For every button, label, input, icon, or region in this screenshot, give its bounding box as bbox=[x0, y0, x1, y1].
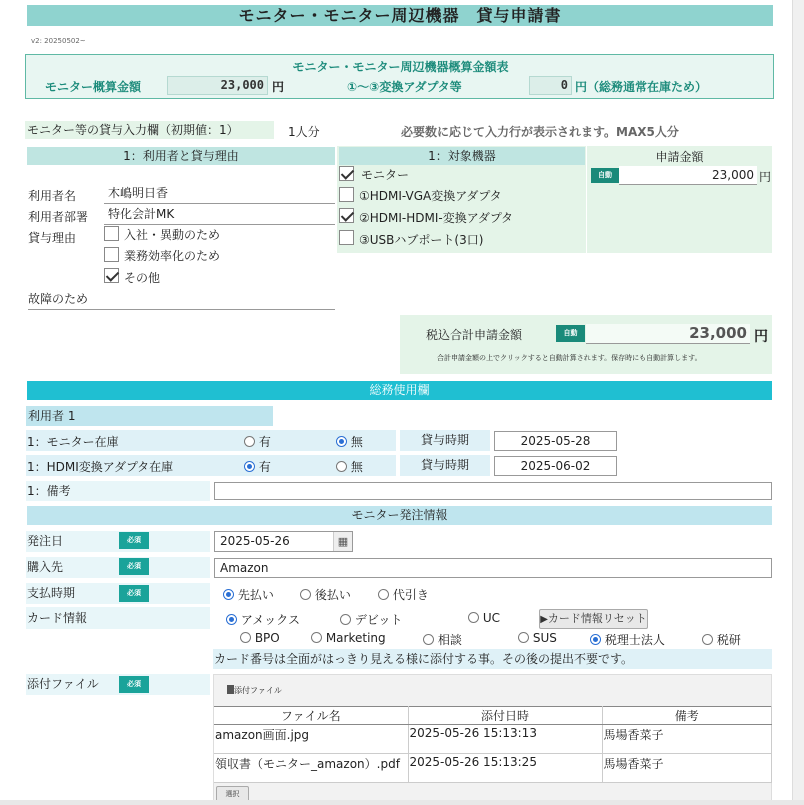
radio-label: 有 bbox=[258, 435, 271, 449]
order-date-label: 発注日 bbox=[26, 531, 210, 552]
radio-icon[interactable] bbox=[702, 634, 713, 645]
radio-label: SUS bbox=[532, 631, 557, 645]
calendar-icon[interactable]: ▦ bbox=[333, 532, 352, 551]
device-label-usb: ③USBハブポート(3口) bbox=[359, 233, 484, 247]
radio-icon[interactable] bbox=[311, 632, 322, 643]
file-note: 馬場香菜子 bbox=[602, 725, 772, 754]
file-icon bbox=[227, 685, 234, 694]
required-badge: 必須 bbox=[119, 585, 149, 602]
attach-area bbox=[213, 674, 772, 805]
vendor-label: 購入先 bbox=[26, 557, 210, 578]
radio-icon[interactable] bbox=[336, 461, 347, 472]
attach-file-label: 添付ファイル bbox=[234, 686, 282, 695]
reason-checkbox-other[interactable] bbox=[104, 268, 119, 286]
radio-icon[interactable] bbox=[340, 614, 351, 625]
reason-label-join: 入社・異動のため bbox=[124, 228, 221, 242]
radio-label: Marketing bbox=[325, 631, 386, 645]
remarks-label: 1：備考 bbox=[26, 481, 210, 501]
reason-label-other: その他 bbox=[124, 271, 161, 285]
checkbox-icon[interactable] bbox=[104, 268, 119, 283]
total-label: 税込合計申請金額 bbox=[426, 328, 523, 342]
remarks-field[interactable] bbox=[214, 482, 772, 500]
card-option-sus[interactable] bbox=[518, 631, 557, 645]
amount-section-head: 申請金額 bbox=[655, 150, 704, 164]
column-header: 備考 bbox=[602, 707, 772, 725]
radio-icon[interactable] bbox=[300, 589, 311, 600]
card-option-marketing[interactable] bbox=[311, 631, 386, 645]
radio-label: 代引き bbox=[392, 588, 429, 602]
scrollbar[interactable] bbox=[792, 0, 804, 805]
column-header: 添付日時 bbox=[408, 707, 602, 725]
card-option-debit[interactable] bbox=[340, 611, 402, 628]
user-dept-label: 利用者部署 bbox=[28, 210, 89, 224]
table-row bbox=[214, 754, 772, 783]
adapter-estimate-value: 0 bbox=[529, 76, 572, 95]
card-reset-label: カード情報リセット bbox=[547, 612, 647, 625]
file-date: 2025-05-26 15:13:13 bbox=[408, 725, 602, 754]
card-option-tax-corp[interactable] bbox=[590, 631, 665, 648]
checkbox-icon[interactable] bbox=[339, 166, 354, 181]
radio-icon[interactable] bbox=[336, 436, 347, 447]
checkbox-icon[interactable] bbox=[104, 247, 119, 262]
radio-icon[interactable] bbox=[244, 436, 255, 447]
lend-count-value[interactable]: 1人分 bbox=[288, 125, 320, 139]
table-row bbox=[214, 725, 772, 754]
hdmi-stock-label: 1：HDMI変換アダプタ在庫 bbox=[27, 460, 174, 474]
column-header: ファイル名 bbox=[214, 707, 408, 725]
admin-user-label: 利用者 1 bbox=[26, 406, 273, 426]
radio-icon[interactable] bbox=[240, 632, 251, 643]
hdmi-stock-no[interactable] bbox=[336, 458, 363, 475]
radio-label: 有 bbox=[258, 460, 271, 474]
payment-option-postpay[interactable] bbox=[300, 586, 351, 603]
user-section-head: 1：利用者と貸与理由 bbox=[27, 147, 335, 165]
reason-checkbox-efficiency[interactable] bbox=[104, 247, 119, 265]
order-section-head: モニター発注情報 bbox=[27, 506, 772, 525]
radio-icon[interactable] bbox=[468, 612, 479, 623]
hdmi-lend-label: 貸与時期 bbox=[400, 455, 490, 476]
admin-section-head: 総務使用欄 bbox=[27, 381, 772, 400]
card-label: カード情報 bbox=[26, 607, 210, 629]
hdmi-lend-date[interactable]: 2025-06-02 bbox=[494, 456, 617, 476]
user-dept-field[interactable]: 特化会計MK bbox=[104, 204, 335, 225]
page-title: モニター・モニター周辺機器 貸与申請書 bbox=[27, 5, 773, 26]
device-label-monitor: モニター bbox=[361, 168, 410, 182]
device-checkbox-monitor[interactable] bbox=[339, 166, 354, 184]
radio-label: 税研 bbox=[716, 633, 741, 647]
monitor-stock-no[interactable] bbox=[336, 433, 363, 450]
monitor-lend-label: 貸与時期 bbox=[400, 430, 490, 451]
amount-value: 23,000 bbox=[619, 166, 757, 185]
required-badge: 必須 bbox=[119, 558, 149, 575]
select-button[interactable]: 選択 bbox=[216, 786, 249, 803]
vendor-field[interactable]: Amazon bbox=[214, 558, 772, 578]
device-section-head: 1：対象機器 bbox=[339, 147, 585, 165]
radio-icon[interactable] bbox=[378, 589, 389, 600]
lend-count-note: 必要数に応じて入力行が表示されます。MAX5人分 bbox=[401, 125, 679, 139]
radio-label: 先払い bbox=[237, 588, 274, 602]
card-reset-button[interactable] bbox=[539, 609, 648, 629]
radio-label: UC bbox=[482, 611, 500, 625]
lend-count-label: モニター等の貸与入力欄（初期値：1） bbox=[25, 121, 274, 139]
total-value[interactable]: 23,000 bbox=[586, 324, 750, 344]
radio-label: デビット bbox=[354, 613, 403, 627]
card-note: カード番号は全面がはっきり見える様に添付する事。その後の提出不要です。 bbox=[213, 649, 772, 669]
user-name-label: 利用者名 bbox=[28, 189, 77, 203]
play-icon: ▶ bbox=[540, 614, 548, 625]
checkbox-icon[interactable] bbox=[339, 208, 354, 223]
required-badge: 必須 bbox=[119, 532, 149, 549]
radio-icon[interactable] bbox=[590, 634, 601, 645]
monitor-estimate-yen: 円 bbox=[272, 80, 285, 94]
device-label-hdmi: ②HDMI-HDMI-変換アダプタ bbox=[359, 211, 514, 225]
payment-option-prepay[interactable] bbox=[223, 586, 274, 603]
bottom-edge bbox=[0, 800, 804, 805]
attach-label: 添付ファイル bbox=[26, 674, 210, 695]
hdmi-stock-yes[interactable] bbox=[244, 458, 271, 475]
card-option-amex[interactable] bbox=[226, 611, 300, 628]
adapter-estimate-label: ①～③変換アダプタ等 bbox=[347, 80, 462, 94]
monitor-stock-yes[interactable] bbox=[244, 433, 271, 450]
file-name[interactable]: amazon画面.jpg bbox=[214, 725, 408, 754]
monitor-stock-label: 1：モニター在庫 bbox=[27, 435, 119, 449]
estimate-title: モニター・モニター周辺機器概算金額表 bbox=[292, 60, 509, 74]
radio-label: 無 bbox=[350, 435, 363, 449]
total-auto-badge: 自動 bbox=[556, 325, 585, 342]
device-checkbox-hdmi[interactable] bbox=[339, 208, 354, 226]
radio-icon[interactable] bbox=[223, 589, 234, 600]
checkbox-icon[interactable] bbox=[339, 230, 354, 245]
payment-option-cod[interactable] bbox=[378, 586, 429, 603]
total-yen: 円 bbox=[754, 329, 768, 345]
device-label-vga: ①HDMI-VGA変換アダプタ bbox=[359, 189, 502, 203]
estimate-panel bbox=[25, 54, 774, 99]
radio-label: 無 bbox=[350, 460, 363, 474]
required-badge: 必須 bbox=[119, 676, 149, 693]
radio-icon[interactable] bbox=[226, 614, 237, 625]
card-option-bpo[interactable] bbox=[240, 631, 280, 645]
user-name-field[interactable]: 木嶋明日香 bbox=[104, 183, 335, 204]
card-option-uc[interactable] bbox=[468, 611, 500, 625]
attach-file-button[interactable] bbox=[227, 685, 282, 696]
checkbox-icon[interactable] bbox=[104, 226, 119, 241]
order-date-field[interactable]: 2025-05-26 bbox=[214, 531, 353, 552]
radio-label: 相談 bbox=[437, 633, 462, 647]
total-note: 合計申請金額の上でクリックすると自動計算されます。保存時にも自動計算します。 bbox=[437, 354, 702, 362]
monitor-lend-date[interactable]: 2025-05-28 bbox=[494, 431, 617, 451]
file-table bbox=[214, 706, 772, 783]
reason-checkbox-join[interactable] bbox=[104, 226, 119, 244]
monitor-estimate-label: モニター概算金額 bbox=[45, 80, 142, 94]
radio-icon[interactable] bbox=[423, 634, 434, 645]
reason-label-efficiency: 業務効率化のため bbox=[124, 249, 221, 263]
device-checkbox-usb[interactable] bbox=[339, 230, 354, 248]
radio-label: 税理士法人 bbox=[604, 633, 665, 647]
radio-label: 後払い bbox=[314, 588, 351, 602]
device-checkbox-vga[interactable] bbox=[339, 187, 354, 205]
other-reason-field[interactable]: 故障のため bbox=[28, 290, 335, 310]
file-name[interactable]: 領収書（モニター_amazon）.pdf bbox=[214, 754, 408, 783]
payment-label: 支払時期 bbox=[26, 583, 210, 604]
reason-label: 貸与理由 bbox=[28, 231, 77, 245]
file-date: 2025-05-26 15:13:25 bbox=[408, 754, 602, 783]
card-option-consult[interactable] bbox=[423, 631, 462, 648]
monitor-estimate-value: 23,000 bbox=[167, 76, 268, 95]
file-note: 馬場香菜子 bbox=[602, 754, 772, 783]
radio-label: アメックス bbox=[240, 613, 300, 627]
checkbox-icon[interactable] bbox=[339, 187, 354, 202]
radio-label: BPO bbox=[254, 631, 280, 645]
amount-yen: 円 bbox=[759, 170, 772, 184]
auto-badge: 自動 bbox=[591, 168, 619, 183]
adapter-estimate-note: 円（総務通常在庫ため） bbox=[575, 80, 708, 94]
radio-icon[interactable] bbox=[518, 632, 529, 643]
radio-icon[interactable] bbox=[244, 461, 255, 472]
version-label: v2: 20250502~ bbox=[31, 37, 86, 45]
card-option-zeiken[interactable] bbox=[702, 631, 741, 648]
